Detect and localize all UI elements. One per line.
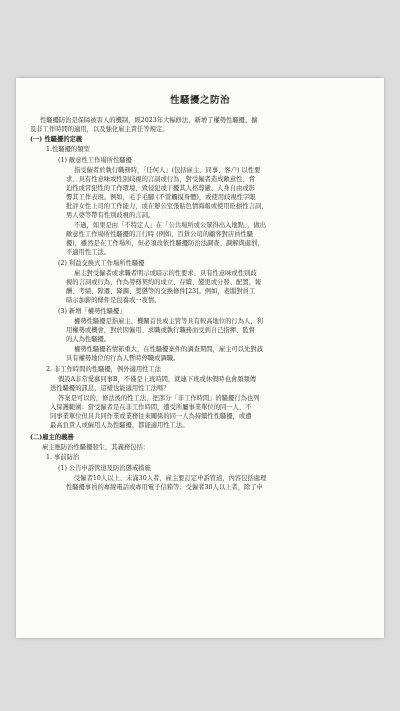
- paragraph-line: 不過，如果是由「不特定人」在「公共場所或公眾得出入地點」，做出: [74, 222, 267, 229]
- paragraph-line: 迫性或冒犯性的工作環境，致侵犯或干擾其人格尊嚴、人身自由或影: [66, 185, 255, 192]
- item-heading-quid-pro-quo: (2) 利益交換式工作場所性騷擾: [58, 260, 145, 267]
- paragraph-line: 批評女性上司的工作能力，或在辦公室張貼色情海報或使用貶損性言詞、: [66, 203, 268, 210]
- subheading-types: 1.性騷擾的類型: [46, 146, 90, 153]
- item-heading-announce: (1) 公告申訴管道及防治懲戒措施: [58, 465, 151, 472]
- paragraph-line: 求、具有性意味或性別歧視的言詞或行為，對受僱者造成敵意性、脅: [66, 176, 255, 183]
- item-heading-hostile: (1) 敵意性工作場所性騷擾: [58, 157, 132, 164]
- paragraph-line: 用權勢或機會，對於因僱用、求職或執行職務而受到自己指揮、監督: [66, 327, 255, 334]
- paragraph-line: 男人婆等帶有性別歧視的言詞。: [66, 212, 155, 219]
- paragraph-line: 最高負責人或僱用人為性騷擾，都能適用性工法。: [50, 422, 189, 429]
- paragraph-line: 敵意性工作場所性騷擾的言行時 (例如，百貨公司的顧客對店員性騷: [66, 231, 254, 238]
- paragraph-line: 不適用性工法。: [66, 249, 111, 256]
- paragraph-line: 假設A非常愛慕同事B，不僅是上班時間，就連下班或休假時也會頻頻傳: [58, 376, 257, 383]
- document-page: [16, 78, 384, 638]
- paragraph-line: 指受僱者於執行職務時，「任何人」(包括雇主、同事、客户) 以性要: [74, 167, 261, 174]
- paragraph-line: 暗示加薪的條件是包養或一夜情。: [66, 297, 161, 304]
- paragraph-line: 具有權勢地位的行為人暫時停職或調職。: [66, 355, 180, 362]
- paragraph-line: 入保護範圍：當受僱者是在非工作時間，遭受所屬事業單位的同一人、不: [50, 404, 252, 411]
- subheading-non-work-hours: 2. 非工作時間的性騷擾，例外適用性工法: [46, 366, 162, 373]
- paragraph-line: 同事業單位但具共同作業或業務往來關係的同一人為持續性性騷擾，或遭: [50, 413, 252, 420]
- paragraph-line: 答案是可以的，修法後的性工法，把部分「非工作時間」的騷擾行為也列: [58, 395, 260, 402]
- intro-line-1: 性騷擾防治是保障被害人的機制，經2023年大幅修法，新增了權勢性騷擾、擴: [40, 117, 258, 124]
- paragraph-line: 權勢性騷擾若情節重大，在性騷擾案件的調查期間，雇主可以先對該: [74, 346, 263, 353]
- paragraph-line: 權勢性騷擾是指雇主、機關首長或主管等具有較高地位的行為人，利: [74, 318, 263, 325]
- paragraph-line: 性騷擾事員的專線電話或專用電子信箱等；受僱者30人以上者，除了申: [66, 484, 263, 491]
- item-heading-power: (3) 新增「權勢性騷擾」: [58, 308, 126, 315]
- paragraph-line: 的人為性騷擾。: [66, 336, 111, 343]
- section-heading-employer-duty: (二)雇主的義務: [30, 434, 74, 441]
- paragraph-line: 受僱者10人以上、未滿30人者，雇主要訂定申訴管道，內容包括處理: [74, 475, 267, 482]
- paragraph-line: 雇主對受僱者或求職者明示或暗示的性要求、具有性意味或性別歧: [74, 270, 257, 277]
- paragraph-line: 擾)，雖然是在工作場所，但必須改依性騷擾防治法調查、調解與處罰，: [66, 240, 264, 247]
- paragraph-line: 響其工作表現。例如，毛手毛腳 (不當觸摸身體)，或使用歧視性字眼: [66, 194, 256, 201]
- intro-line-2: 及非工作時間的適用，以及強化雇主責任等規定。: [30, 126, 169, 133]
- subheading-prevention: 1. 事前防治: [46, 454, 80, 461]
- paragraph-line: 酬、考績、陞遷、降調、獎懲等的交換條件[23]。例如，老闆對員工: [66, 288, 256, 295]
- paragraph-line: 送性騷擾的訊息，這樣也能適用性工法嗎？: [50, 385, 170, 392]
- paragraph-line: 雇主應防治性騷擾發生，其義務包括：: [42, 444, 150, 451]
- paragraph-line: 視的言詞或行為，作為勞務契約的成立、存續、變更或分發、配置、報: [66, 279, 262, 286]
- page-title: 性騷擾之防治: [169, 95, 230, 106]
- section-heading-definition: (一) 性騷擾的定義: [30, 136, 83, 143]
